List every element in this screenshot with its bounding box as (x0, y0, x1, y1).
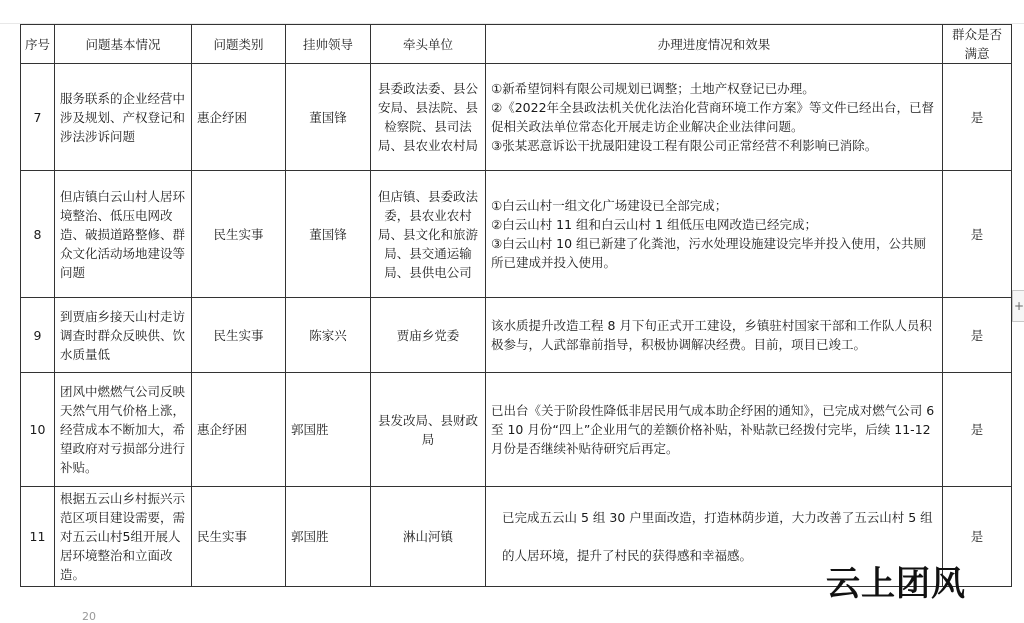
row-issue: 根据五云山乡村振兴示范区项目建设需要，需对五云山村5组开展人居环境整治和立面改造。 (55, 487, 192, 587)
row-progress (486, 64, 943, 171)
row-satisfied: 是 (943, 373, 1012, 487)
progress-item: ③张某恶意诉讼干扰晟阳建设工程有限公司正常经营不利影响已消除。 (491, 138, 878, 153)
row-category: 惠企纾困 (192, 64, 286, 171)
header-satisfied: 群众是否满意 (943, 25, 1012, 64)
table-row (21, 298, 1012, 373)
table-row (21, 171, 1012, 298)
row-satisfied: 是 (943, 487, 1012, 587)
row-satisfied: 是 (943, 64, 1012, 171)
table-row (21, 64, 1012, 171)
row-issue: 但店镇白云山村人居环境整治、低压电网改造、破损道路整修、群众文化活动场地建设等问题 (55, 171, 192, 298)
row-issue: 服务联系的企业经营中涉及规划、产权登记和涉法涉诉问题 (55, 64, 192, 171)
row-category: 惠企纾困 (192, 373, 286, 487)
row-progress (486, 298, 943, 373)
row-no: 10 (21, 373, 55, 487)
row-category: 民生实事 (192, 487, 286, 587)
row-leader: 郭国胜 (286, 487, 371, 587)
row-lead-unit: 淋山河镇 (371, 487, 486, 587)
row-category: 民生实事 (192, 171, 286, 298)
progress-table (20, 24, 1012, 587)
row-progress (486, 171, 943, 298)
header-leader: 挂帅领导 (286, 25, 371, 64)
watermark-logo: 云上团风 (826, 564, 966, 604)
table-row (21, 373, 1012, 487)
table-header-row (21, 25, 1012, 64)
header-no: 序号 (21, 25, 55, 64)
row-lead-unit: 贾庙乡党委 (371, 298, 486, 373)
header-category: 问题类别 (192, 25, 286, 64)
header-lead-unit: 牵头单位 (371, 25, 486, 64)
row-progress (486, 373, 943, 487)
row-lead-unit: 但店镇、县委政法委，县农业农村局、县文化和旅游局、县交通运输局、县供电公司 (371, 171, 486, 298)
progress-item: ①白云山村一组文化广场建设已全部完成； (491, 198, 728, 213)
progress-item: 已完成五云山 5 组 30 户里面改造，打造林荫步道，大力改善了五云山村 5 组的人居环境，提升了村民的获得感和幸福感。 (502, 509, 933, 563)
header-progress: 办理进度情况和效果 (486, 25, 943, 64)
progress-item: 该水质提升改造工程 8 月下旬正式开工建设，乡镇驻村国家干部和工作队人员积极参与，人武部靠前指导，积极协调解决经费。目前，项目已竣工。 (491, 318, 932, 352)
row-leader: 董国锋 (286, 64, 371, 171)
row-no: 7 (21, 64, 55, 171)
row-issue: 到贾庙乡接天山村走访调查时群众反映供、饮水质量低 (55, 298, 192, 373)
row-issue: 团风中燃燃气公司反映天然气用气价格上涨，经营成本不断加大，希望政府对亏损部分进行补贴。 (55, 373, 192, 487)
row-category: 民生实事 (192, 298, 286, 373)
progress-item: ②白云山村 11 组和白云山村 1 组低压电网改造已经完成； (491, 217, 817, 232)
row-leader: 董国锋 (286, 171, 371, 298)
row-no: 11 (21, 487, 55, 587)
row-lead-unit: 县委政法委、县公安局、县法院、县检察院、县司法局、县农业农村局 (371, 64, 486, 171)
row-leader: 陈家兴 (286, 298, 371, 373)
header-issue: 问题基本情况 (55, 25, 192, 64)
row-leader: 郭国胜 (286, 373, 371, 487)
page-number: 20 (82, 610, 96, 623)
side-expand-tab[interactable]: + (1012, 290, 1024, 322)
row-no: 8 (21, 171, 55, 298)
row-lead-unit: 县发改局、县财政局 (371, 373, 486, 487)
progress-item: ②《2022年全县政法机关优化法治化营商环境工作方案》等文件已经出台，已督促相关政法单位常态化开展走访企业解决企业法律问题。 (491, 100, 935, 134)
row-no: 9 (21, 298, 55, 373)
progress-item: ③白云山村 10 组已新建了化粪池，污水处理设施建设完毕并投入使用，公共厕所已建成并投入使用。 (491, 236, 927, 270)
row-satisfied: 是 (943, 171, 1012, 298)
row-satisfied: 是 (943, 298, 1012, 373)
progress-item: ①新希望饲料有限公司规划已调整；土地产权登记已办理。 (491, 81, 815, 96)
progress-item: 已出台《关于阶段性降低非居民用气成本助企纾困的通知》，已完成对燃气公司 6 至 10 月份“四上”企业用气的差额价格补贴，补贴款已经拨付完毕，后续 11-12 月份是否继续补贴待研究后再定。 (491, 403, 935, 456)
